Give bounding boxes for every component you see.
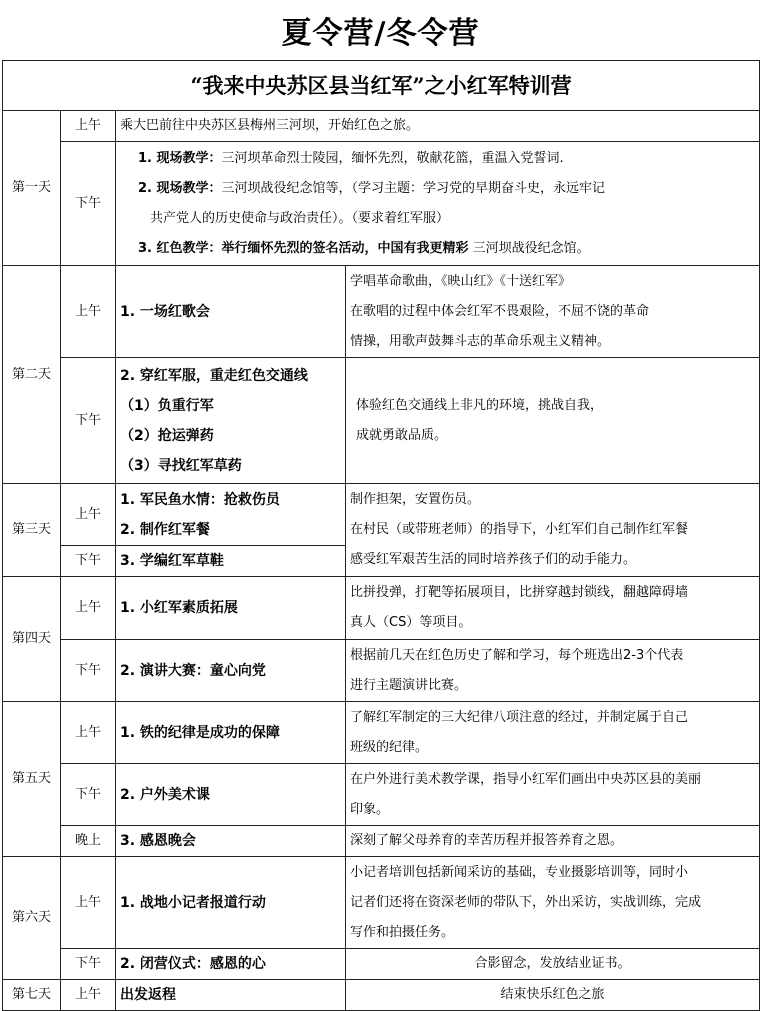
day6-pm-activity: 2. 闭营仪式：感恩的心: [116, 949, 346, 980]
desc-line: 写作和拍摄任务。: [350, 924, 455, 940]
activity-line: 2. 制作红军餐: [120, 521, 210, 538]
desc-line: 进行主题演讲比赛。: [350, 677, 468, 693]
period-label: 下午: [61, 764, 116, 826]
desc-line: 根据前几天在红色历史了解和学习，每个班选出2-3个代表: [350, 647, 684, 663]
day1-pm-item-3-head: 3. 红色教学：举行缅怀先烈的签名活动，中国有我更精彩: [138, 240, 469, 256]
day6-am-activity: 1. 战地小记者报道行动: [116, 857, 346, 949]
day5-eve-activity: 3. 感恩晚会: [116, 826, 346, 857]
day5-am-activity: 1. 铁的纪律是成功的保障: [116, 702, 346, 764]
day2-am-desc: [346, 266, 760, 358]
period-label: 晚上: [61, 826, 116, 857]
desc-line: 了解红军制定的三大纪律八项注意的经过，并制定属于自己: [350, 709, 689, 725]
camp-schedule-table: [2, 60, 760, 1011]
desc-line: 在歌唱的过程中体会红军不畏艰险，不屈不饶的革命: [350, 303, 650, 319]
day1-pm-item-2-text: 三河坝战役纪念馆等，（学习主题：学习党的早期奋斗史，永远牢记: [221, 180, 606, 196]
activity-sub-line: （1）负重行军: [120, 397, 214, 414]
activity-sub-line: （2）抢运弹药: [120, 427, 214, 444]
desc-line: 在村民（或带班老师）的指导下，小红军们自己制作红军餐: [350, 522, 689, 537]
day7-am-activity: 出发返程: [116, 980, 346, 1011]
day-label: 第六天: [3, 857, 61, 980]
day-label: 第七天: [3, 980, 61, 1011]
period-label: 下午: [61, 949, 116, 980]
period-label: 上午: [61, 857, 116, 949]
day4-pm-desc: [346, 640, 760, 702]
activity-line: 1. 军民鱼水情：抢救伤员: [120, 491, 280, 508]
desc-line: 在户外进行美术教学课，指导小红军们画出中央苏区县的美丽: [350, 771, 702, 787]
activity-line: 2. 穿红军服，重走红色交通线: [120, 367, 308, 384]
period-label: 上午: [61, 484, 116, 546]
desc-line: 体验红色交通线上非凡的环境，挑战自我，: [356, 397, 604, 413]
period-label: 上午: [61, 577, 116, 640]
period-label: 下午: [61, 358, 116, 484]
day5-am-desc: [346, 702, 760, 764]
day4-am-desc: [346, 577, 760, 640]
desc-line: 制作担架，安置伤员。: [350, 492, 481, 507]
day4-pm-activity: 2. 演讲大赛：童心向党: [116, 640, 346, 702]
day-label: 第一天: [3, 111, 61, 266]
period-label: 上午: [61, 702, 116, 764]
period-label: 上午: [61, 980, 116, 1011]
desc-line: 成就勇敢品质。: [356, 427, 448, 443]
day1-pm-item-2-text-cont: 共产党人的历史使命与政治责任）。（要求着红军服）: [150, 210, 450, 226]
day2-pm-activity: [116, 358, 346, 484]
day5-eve-desc: 深刻了解父母养育的幸苦历程并报答养育之恩。: [346, 826, 760, 857]
day4-am-activity: 1. 小红军素质拓展: [116, 577, 346, 640]
desc-line: 印象。: [350, 801, 390, 817]
day5-pm-desc: [346, 764, 760, 826]
period-label: 下午: [61, 142, 116, 266]
day1-am-text: 乘大巴前往中央苏区县梅州三河坝，开始红色之旅。: [116, 111, 760, 142]
day1-pm-item-2-head: 2. 现场教学：: [138, 180, 222, 196]
day1-pm-item-1-text: 三河坝革命烈士陵园，缅怀先烈，敬献花篮，重温入党誓词.: [221, 150, 564, 166]
day1-pm-item-3-text: 三河坝战役纪念馆。: [468, 240, 590, 256]
desc-line: 记者们还将在资深老师的带队下，外出采访，实战训练，完成: [350, 894, 702, 910]
desc-line: 感受红军艰苦生活的同时培养孩子们的动手能力。: [350, 552, 637, 567]
day2-am-activity: 1. 一场红歌会: [116, 266, 346, 358]
desc-line: 小记者培训包括新闻采访的基础，专业摄影培训等，同时小: [350, 864, 689, 880]
day-label: 第三天: [3, 484, 61, 577]
desc-line: 情操，用歌声鼓舞斗志的革命乐观主义精神。: [350, 333, 611, 349]
page-title: 夏令营/冬令营: [281, 16, 480, 51]
day-label: 第四天: [3, 577, 61, 702]
day6-am-desc: [346, 857, 760, 949]
camp-title: “我来中央苏区县当红军”之小红军特训营: [3, 61, 760, 111]
day-label: 第二天: [3, 266, 61, 484]
period-label: 上午: [61, 111, 116, 142]
activity-sub-line: （3）寻找红军草药: [120, 457, 242, 474]
desc-line: 班级的纪律。: [350, 739, 429, 755]
day6-pm-desc: 合影留念，发放结业证书。: [346, 949, 760, 980]
day3-desc: [346, 484, 760, 577]
day3-pm-activity: 3. 学编红军草鞋: [116, 546, 346, 577]
day7-am-desc: 结束快乐红色之旅: [346, 980, 760, 1011]
desc-line: 比拼投弹，打靶等拓展项目，比拼穿越封锁线，翻越障碍墙: [350, 585, 689, 600]
day-label: 第五天: [3, 702, 61, 857]
desc-line: 真人（CS）等项目。: [350, 615, 472, 630]
day2-pm-desc: [346, 358, 760, 484]
desc-line: 学唱革命歌曲，《映山红》《十送红军》: [350, 273, 572, 289]
day5-pm-activity: 2. 户外美术课: [116, 764, 346, 826]
day1-pm-item-1-head: 1. 现场教学：: [138, 150, 222, 166]
day1-pm-activities: [116, 142, 760, 266]
period-label: 上午: [61, 266, 116, 358]
period-label: 下午: [61, 546, 116, 577]
period-label: 下午: [61, 640, 116, 702]
day3-am-activity: [116, 484, 346, 546]
